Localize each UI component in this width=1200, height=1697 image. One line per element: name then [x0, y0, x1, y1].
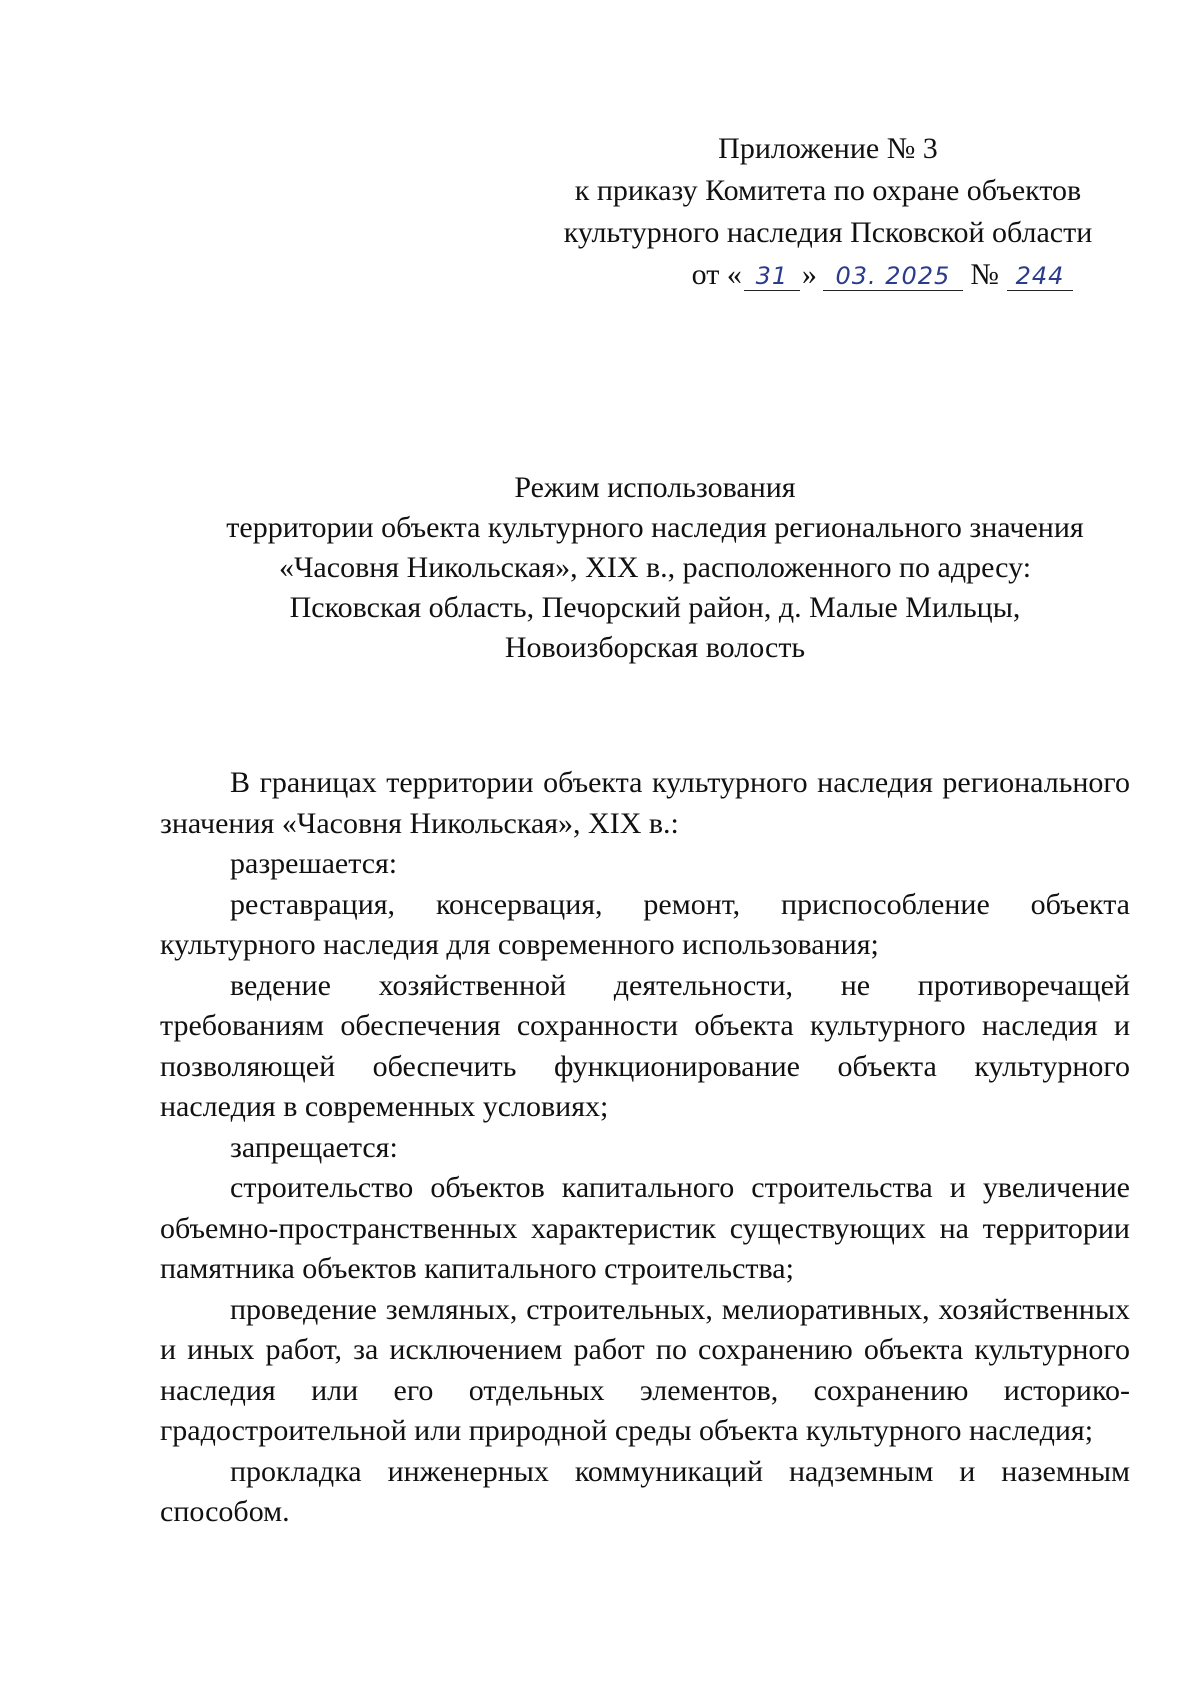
handwritten-day: 31	[744, 262, 800, 291]
appendix-committee-line: культурного наследия Псковской области	[563, 216, 1093, 249]
allowed-item: ведение хозяйственной деятельности, не противоречащей требованиям обеспечения сохранности объекта культурного наследия и позволяющей обеспечить функционирование объекта культурного наследия в современных условиях;	[160, 968, 1130, 1123]
date-prefix: от «	[691, 258, 742, 291]
number-label: №	[970, 258, 999, 291]
handwritten-number: 244	[1007, 262, 1073, 291]
appendix-reference	[548, 128, 1108, 296]
prohibited-heading: запрещается:	[230, 1130, 398, 1164]
title-line-4: Псковская область, Печорский район, д. Малые Мильцы,	[289, 591, 1021, 624]
prohibited-item: строительство объектов капитального строительства и увеличение объемно-пространственных характеристик существующих на территории памятника объектов капитального строительства;	[160, 1171, 1130, 1285]
title-line-3: «Часовня Никольская», XIX в., расположенного по адресу:	[278, 551, 1032, 584]
appendix-date-line	[548, 254, 1108, 296]
appendix-order-line: к приказу Комитета по охране объектов	[574, 174, 1082, 207]
allowed-heading: разрешается:	[230, 847, 398, 880]
document-body	[160, 763, 1130, 1533]
prohibited-item: проведение земляных, строительных, мелиоративных, хозяйственных и иных работ, за исключением работ по сохранению объекта культурного наследия или его отдельных элементов, сохранению историко-градостроительной или природной среды объекта культурного наследия;	[160, 1292, 1130, 1447]
intro-paragraph: В границах территории объекта культурного наследия регионального значения «Часовня Никольская», XIX в.:	[160, 766, 1130, 840]
prohibited-item: прокладка инженерных коммуникаций надземным и наземным способом.	[160, 1454, 1130, 1528]
document-title	[150, 468, 1160, 668]
appendix-title: Приложение № 3	[718, 132, 938, 165]
title-line-5: Новоизборская волость	[504, 631, 806, 664]
title-line-2: территории объекта культурного наследия регионального значения	[226, 511, 1084, 544]
allowed-item: реставрация, консервация, ремонт, приспособление объекта культурного наследия для современного использования;	[160, 887, 1130, 961]
date-mid: »	[801, 258, 817, 291]
handwritten-date: 03. 2025	[823, 262, 963, 291]
title-line-1: Режим использования	[514, 471, 796, 504]
